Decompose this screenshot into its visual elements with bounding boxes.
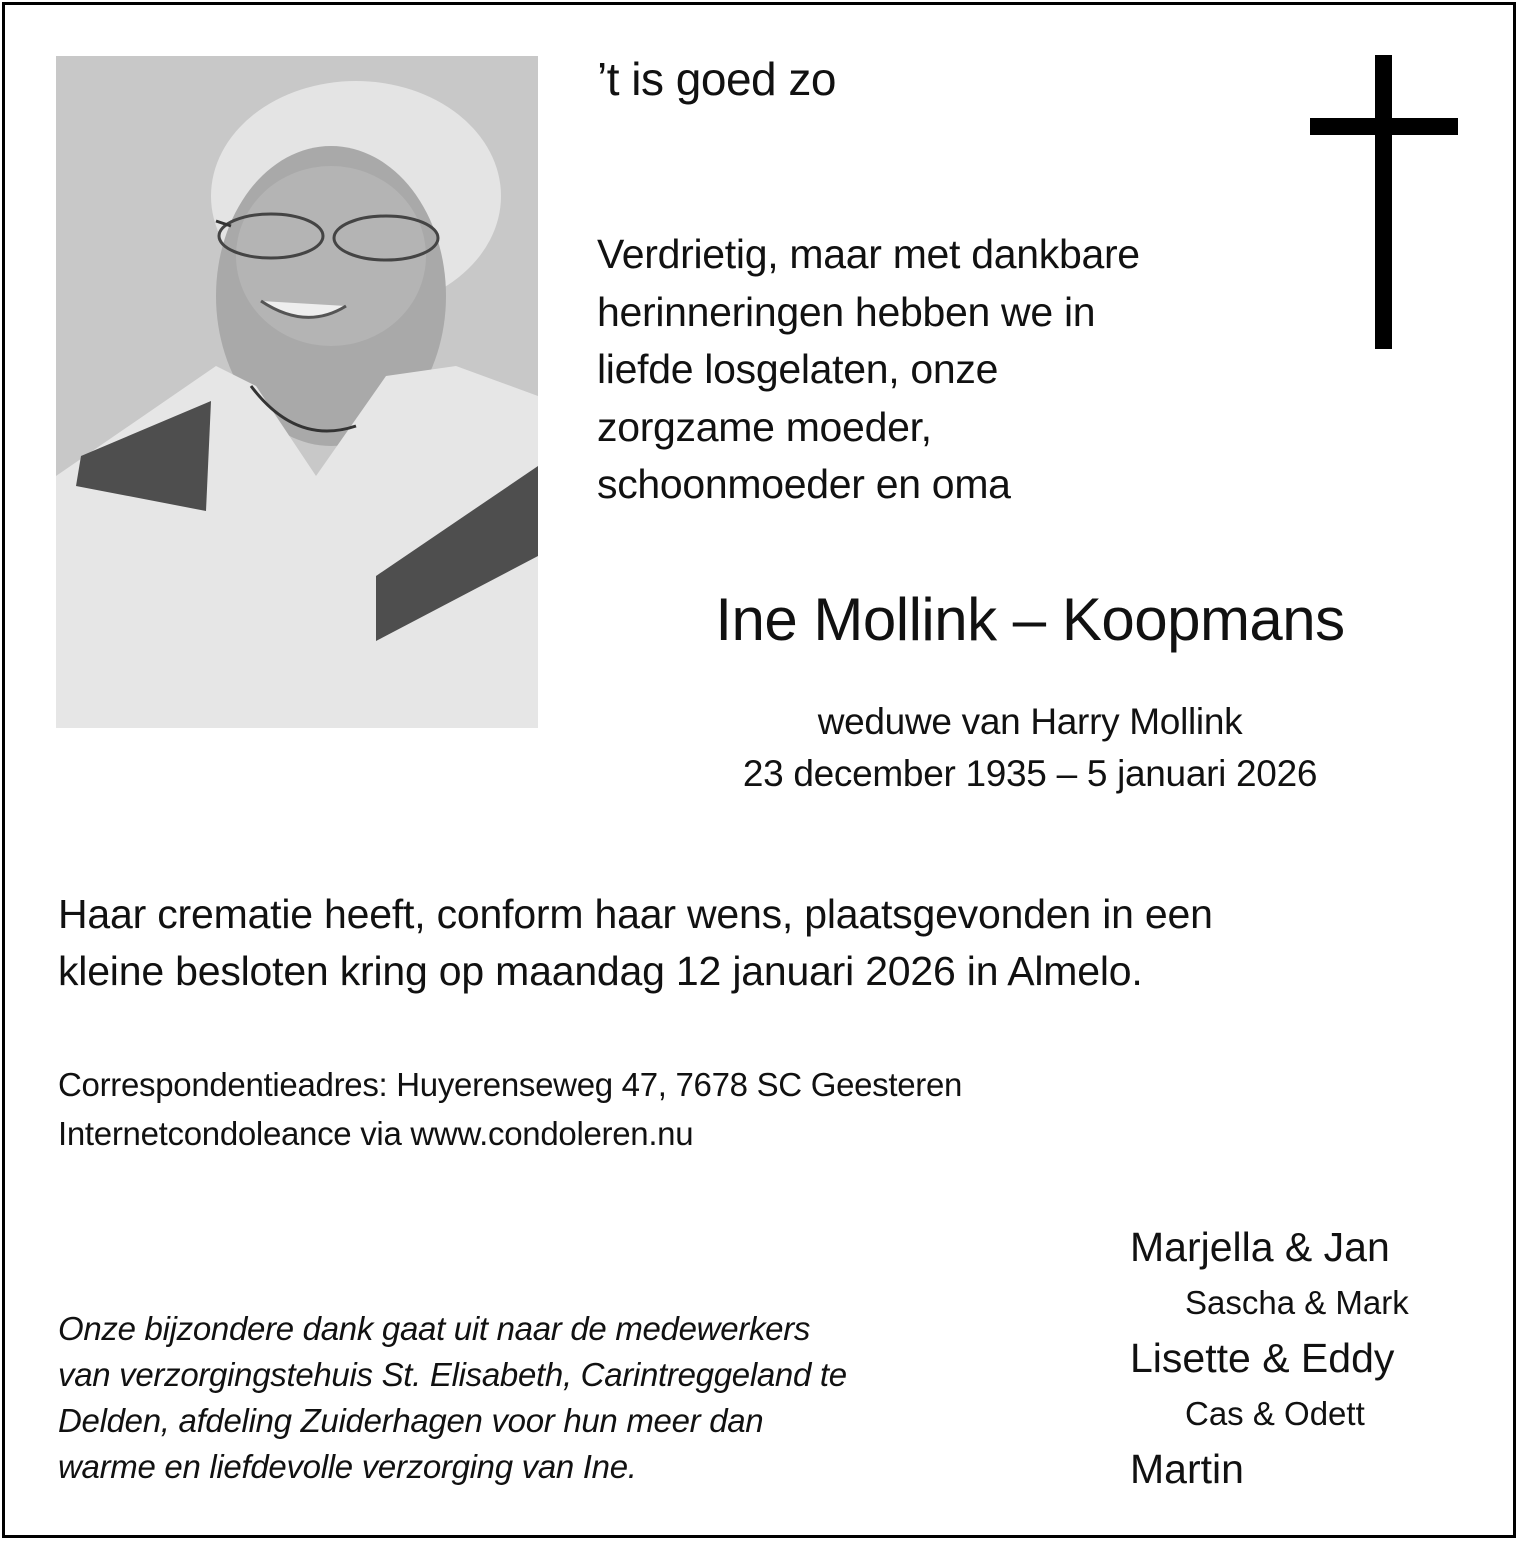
- deceased-name: Ine Mollink – Koopmans: [715, 586, 1345, 653]
- family-member: Martin: [1130, 1446, 1244, 1492]
- family-member: Sascha & Mark: [1185, 1284, 1409, 1321]
- family-member: Cas & Odett: [1185, 1395, 1365, 1432]
- family-member: Marjella & Jan: [1130, 1224, 1390, 1270]
- intro-line: liefde losgelaten, onze: [597, 346, 999, 392]
- intro-line: Verdrietig, maar met dankbare: [597, 231, 1140, 277]
- thanks-line: van verzorgingstehuis St. Elisabeth, Carintreggeland te: [58, 1356, 847, 1393]
- thanks-note: [58, 1306, 847, 1490]
- life-dates: 23 december 1935 – 5 januari 2026: [742, 753, 1318, 794]
- intro-line: herinneringen hebben we in: [597, 288, 1096, 335]
- motto: ’t is goed zo: [597, 53, 836, 105]
- intro-line: schoonmoeder en oma: [597, 461, 1011, 507]
- portrait-photo: [56, 56, 538, 728]
- cremation-line: kleine besloten kring op maandag 12 januari 2026 in Almelo.: [58, 948, 1143, 994]
- thanks-line: Onze bijzondere dank gaat uit naar de medewerkers: [58, 1310, 811, 1347]
- contact-info: [58, 1060, 962, 1158]
- cremation-line: Haar crematie heeft, conform haar wens, plaatsgevonden in een: [58, 891, 1213, 937]
- latin-cross-icon: [1310, 55, 1458, 349]
- thanks-line: Delden, afdeling Zuiderhagen voor hun meer dan: [58, 1402, 764, 1439]
- condolence-link[interactable]: Internetcondoleance via www.condoleren.nu: [58, 1115, 694, 1152]
- cremation-notice: [58, 886, 1213, 1000]
- family-member: Lisette & Eddy: [1130, 1335, 1395, 1381]
- correspondence-address: Correspondentieadres: Huyerenseweg 47, 7678 SC Geesteren: [58, 1066, 963, 1103]
- family-signatures: [1130, 1218, 1409, 1498]
- thanks-line: warme en liefdevolle verzorging van Ine.: [58, 1448, 637, 1485]
- widow-of: weduwe van Harry Mollink: [817, 701, 1243, 742]
- deceased-details: [600, 696, 1460, 800]
- intro-text: [597, 226, 1140, 514]
- intro-line: zorgzame moeder,: [597, 403, 932, 450]
